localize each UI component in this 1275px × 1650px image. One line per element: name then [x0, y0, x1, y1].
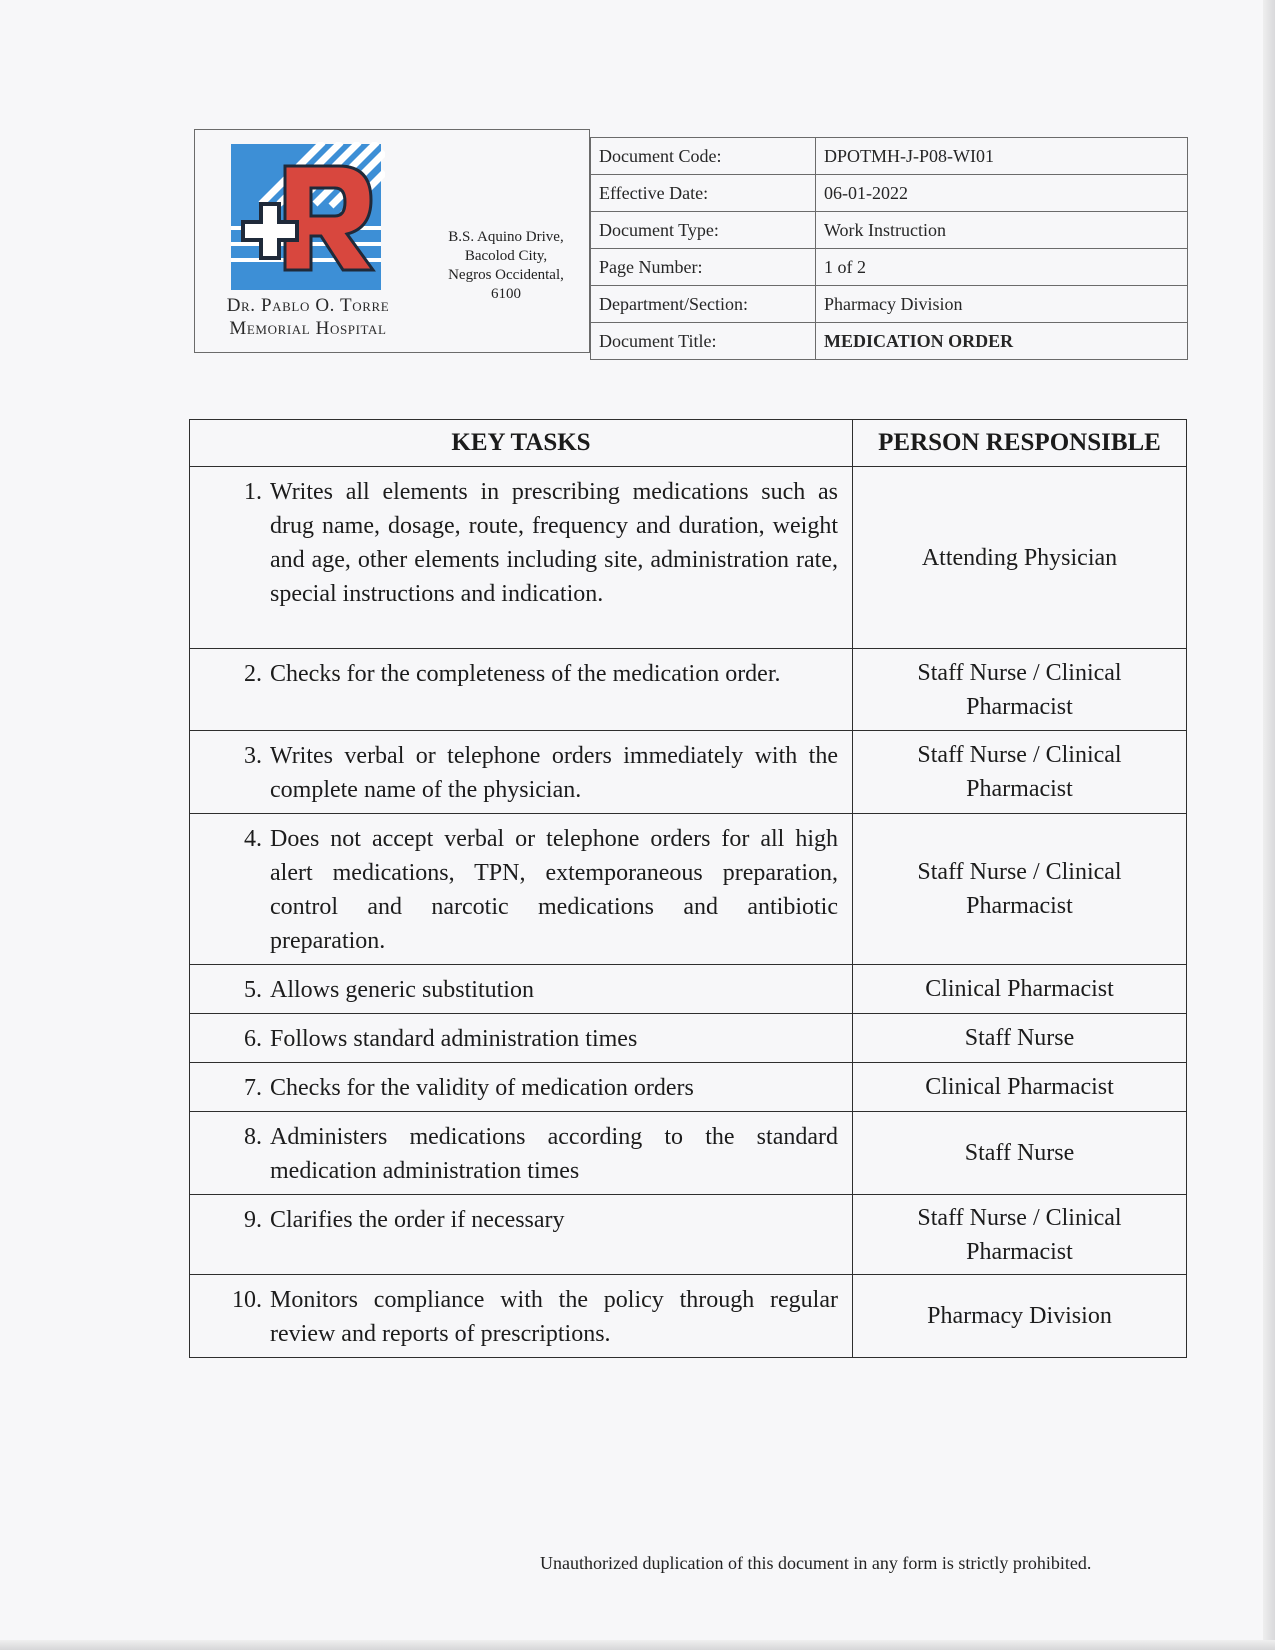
- task-number: 9.: [244, 1207, 262, 1233]
- table-row: [190, 1014, 1187, 1063]
- table-row: [190, 731, 1187, 814]
- table-row: [190, 1063, 1187, 1112]
- task-cell: [190, 1063, 853, 1112]
- address-line: 6100: [491, 286, 521, 302]
- page-edge-shadow: [1263, 0, 1275, 1650]
- person-responsible: Clinical Pharmacist: [853, 965, 1187, 1014]
- info-label: Page Number:: [591, 249, 816, 286]
- task-text: Administers medications according to the standard medication administration times: [270, 1124, 838, 1184]
- task-number: 8.: [244, 1124, 262, 1150]
- info-value: DPOTMH-J-P08-WI01: [816, 138, 1188, 175]
- address-line: Bacolod City,: [464, 248, 548, 264]
- info-label: Document Code:: [591, 138, 816, 175]
- task-text: Checks for the completeness of the medication order.: [270, 661, 781, 687]
- task-cell: [190, 1195, 853, 1275]
- task-number: 2.: [244, 661, 262, 687]
- person-responsible: Attending Physician: [853, 467, 1187, 649]
- task-text: Writes verbal or telephone orders immediately with the complete name of the physician.: [270, 743, 838, 803]
- info-value: 06-01-2022: [816, 175, 1188, 212]
- info-row-type: [591, 212, 1188, 249]
- address-line: B.S. Aquino Drive,: [448, 229, 564, 245]
- table-row: [190, 649, 1187, 731]
- person-responsible: Staff Nurse / Clinical Pharmacist: [853, 814, 1187, 965]
- task-number: 5.: [244, 977, 262, 1003]
- task-cell: [190, 467, 853, 649]
- info-row-title: [591, 323, 1188, 360]
- table-header-row: [190, 420, 1187, 467]
- duplication-notice: Unauthorized duplication of this document in any form is strictly prohibited.: [540, 1553, 1092, 1573]
- address-line: Negros Occidental,: [448, 267, 564, 283]
- task-cell: [190, 814, 853, 965]
- hospital-logo-cell: [194, 129, 590, 353]
- person-responsible: Clinical Pharmacist: [853, 1063, 1187, 1112]
- info-row-code: [591, 138, 1188, 175]
- table-row: [190, 1275, 1187, 1358]
- person-responsible: Pharmacy Division: [853, 1275, 1187, 1358]
- key-tasks-table: [189, 419, 1187, 1358]
- hospital-logo-icon: [231, 142, 385, 294]
- task-number: 6.: [244, 1026, 262, 1052]
- task-cell: [190, 1112, 853, 1195]
- task-cell: [190, 649, 853, 731]
- info-label: Effective Date:: [591, 175, 816, 212]
- task-number: 10.: [232, 1287, 262, 1313]
- table-row: [190, 814, 1187, 965]
- task-text: Allows generic substitution: [270, 977, 534, 1003]
- table-row: [190, 1195, 1187, 1275]
- task-number: 1.: [244, 479, 262, 505]
- document-header: [194, 129, 1191, 357]
- info-label: Department/Section:: [591, 286, 816, 323]
- task-text: Writes all elements in prescribing medications such as drug name, dosage, route, frequency and duration, weight and age, other elements including site, administration rate, special instructions and indication.: [270, 479, 838, 607]
- task-cell: [190, 965, 853, 1014]
- person-responsible: Staff Nurse / Clinical Pharmacist: [853, 731, 1187, 814]
- info-label: Document Type:: [591, 212, 816, 249]
- table-row: [190, 965, 1187, 1014]
- hospital-address: [421, 228, 591, 304]
- info-value: Pharmacy Division: [816, 286, 1188, 323]
- person-responsible: Staff Nurse / Clinical Pharmacist: [853, 649, 1187, 731]
- info-value: Work Instruction: [816, 212, 1188, 249]
- page-bottom-shadow: [0, 1640, 1275, 1650]
- hospital-name-line2: Memorial Hospital: [229, 318, 387, 339]
- task-cell: [190, 1014, 853, 1063]
- task-text: Follows standard administration times: [270, 1026, 638, 1052]
- task-text: Checks for the validity of medication orders: [270, 1075, 694, 1101]
- table-row: [190, 1112, 1187, 1195]
- person-responsible-header: PERSON RESPONSIBLE: [853, 420, 1187, 467]
- task-number: 7.: [244, 1075, 262, 1101]
- task-number: 4.: [244, 826, 262, 852]
- person-responsible: Staff Nurse: [853, 1112, 1187, 1195]
- key-tasks-header: KEY TASKS: [190, 420, 853, 467]
- task-number: 3.: [244, 743, 262, 769]
- info-value: 1 of 2: [816, 249, 1188, 286]
- info-row-department: [591, 286, 1188, 323]
- hospital-name-line1: Dr. Pablo O. Torre: [226, 295, 390, 316]
- person-responsible: Staff Nurse: [853, 1014, 1187, 1063]
- person-responsible: Staff Nurse / Clinical Pharmacist: [853, 1195, 1187, 1275]
- task-text: Clarifies the order if necessary: [270, 1207, 565, 1233]
- info-row-effective-date: [591, 175, 1188, 212]
- task-cell: [190, 1275, 853, 1358]
- document-info-table: [590, 137, 1188, 360]
- info-label: Document Title:: [591, 323, 816, 360]
- table-row: [190, 467, 1187, 649]
- task-text: Monitors compliance with the policy through regular review and reports of prescriptions.: [270, 1287, 838, 1347]
- document-title: MEDICATION ORDER: [816, 323, 1188, 360]
- task-cell: [190, 731, 853, 814]
- info-row-page-number: [591, 249, 1188, 286]
- hospital-name: [195, 294, 421, 340]
- task-text: Does not accept verbal or telephone orders for all high alert medications, TPN, extemporaneous preparation, control and narcotic medications and antibiotic preparation.: [270, 826, 838, 954]
